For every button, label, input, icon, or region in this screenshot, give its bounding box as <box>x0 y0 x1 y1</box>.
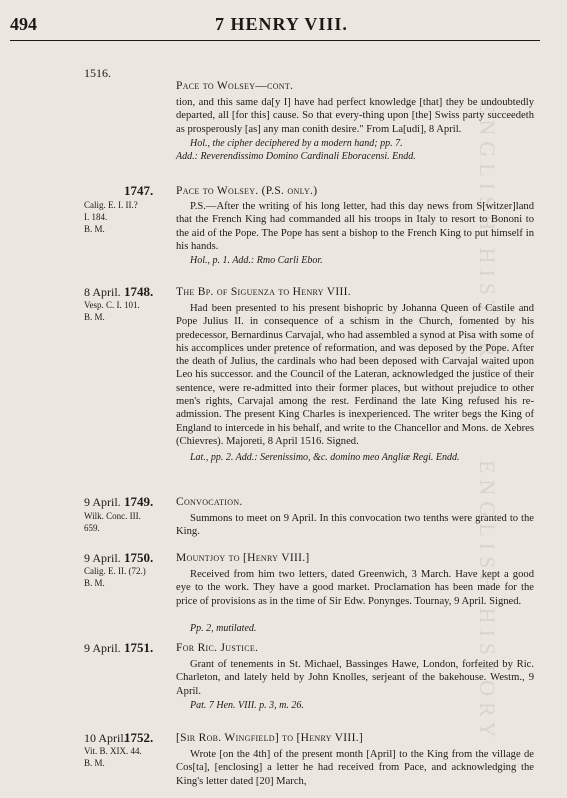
entry-body: Summons to meet on 9 April. In this convocation two tenths were granted to the King. <box>176 513 534 538</box>
entry-note: Hol., p. 1. Add.: Rmo Carli Ebor. <box>190 255 323 266</box>
reference-line: B. M. <box>84 578 105 588</box>
entry-title: For Ric. Justice. <box>176 642 259 654</box>
reference-line: Calig. E. II. (72.) <box>84 566 146 576</box>
entry-number: 1751. <box>124 640 154 655</box>
entry-title: Convocation. <box>176 496 243 508</box>
continuation-note-a: Hol., the cipher deciphered by a modern hand; pp. 7. <box>190 138 403 149</box>
continuation-body: tion, and this same da[y I] have had perfect knowledge [that] they be undoubtedly departed, all [for this] cause. So that every-thing upon [the] Swiss party succeedeth as prosperously [as] any man conith desire." From La[udi], 8 April. <box>176 97 534 135</box>
entry-number: 1747. <box>124 183 154 198</box>
entry-note: Pp. 2, mutilated. <box>190 623 257 634</box>
running-head: 7 HENRY VIII. <box>215 14 348 34</box>
page-number: 494 <box>10 14 37 34</box>
svg-text:ENGLISH HISTORY: ENGLISH HISTORY <box>475 460 500 744</box>
page-header <box>10 14 540 38</box>
reference-line: Vesp. C. I. 101. <box>84 300 140 310</box>
entry-reference <box>84 299 164 323</box>
reference-line: Vit. B. XIX. 44. <box>84 746 142 756</box>
entry-date: 9 April. <box>84 551 121 565</box>
reference-line: 659. <box>84 523 100 533</box>
entry-reference <box>84 745 164 769</box>
entry-body: Had been presented to his present bishopric by Johanna Queen of Castile and Pope Julius II. in consequence of a schism in the Church, fomented by his predecessor, Bernardinus Carvajal, who had assembled a synod at Pisa with some of his accomplices under pretence of reformation, and was deposed by the Pope. After the death of Julius, the cardinals who had been deposed with Carvajal waited upon Leo his successor. and the Council of the Lateran, acknowledged the justice of their sentence, were re-admitted into their former places, but without prejudice to other men's rights, Carvajal among the rest. Ferdinand the late King refused his re-admission. The present King Charles is inexperienced. The writer begs the King of England to intercede in his behalf, and write to the Chancellor and Mons. de Xebres (Chievres). Majoreti, 8 April 1516. Signed. <box>176 303 534 447</box>
continuation-note-b: Add.: Reverendissimo Domino Cardinali Eboracensi. Endd. <box>176 151 416 162</box>
entry-title: Pace to Wolsey. (P.S. only.) <box>176 185 318 197</box>
reference-line: B. M. <box>84 758 105 768</box>
entry-number: 1749. <box>124 494 154 509</box>
entry-title: Mountjoy to [Henry VIII.] <box>176 552 310 564</box>
reference-line: B. M. <box>84 224 105 234</box>
entry-body: P.S.—After the writing of his long letter, had this day news from S[witzer]land that the French King had commanded all his troops in Italy to resort to Bononi to the aid of the Pope. The Pope has sent a bishop to the French King to put himself in his hands. <box>176 201 534 252</box>
entry-note: Pat. 7 Hen. VIII. p. 3, m. 26. <box>190 700 304 711</box>
header-rule <box>10 40 540 41</box>
entry-body: Wrote [on the 4th] of the present month [April] to the King from the village de Cos[ta], [enclosing] a letter he had received from Pace, and acknowledging the King's letter dated [20] March, <box>176 749 534 787</box>
entry-reference <box>84 199 164 235</box>
continuation-title: Pace to Wolsey—cont. <box>176 80 294 92</box>
entry-reference <box>84 565 164 589</box>
reference-line: I. 184. <box>84 212 108 222</box>
entry-date: 10 April. <box>84 731 127 745</box>
entry-title: [Sir Rob. Wingfield] to [Henry VIII.] <box>176 732 363 744</box>
entry-date: 9 April. <box>84 495 121 509</box>
entry-body: Received from him two letters, dated Greenwich, 3 March. Have kept a good eye to the work. They have a good market. Proclamation has been made for the price of provisions as in the time of Sir Edw. Ponynges. Tournay, 9 April. Signed. <box>176 569 534 607</box>
year-label: 1516. <box>84 66 111 80</box>
entry-body: Grant of tenements in St. Michael, Bassinges Hawe, London, forfeited by Ric. Charleton, and lately held by John Knolles, serjeant of the bakehouse. Westm., 9 April. <box>176 659 534 697</box>
reference-line: Wilk. Conc. III. <box>84 511 141 521</box>
entry-date: 8 April. <box>84 285 121 299</box>
entry-number: 1750. <box>124 550 154 565</box>
entry-number: 1748. <box>124 284 154 299</box>
reference-line: Calig. E. I. II.? <box>84 200 138 210</box>
entry-number: 1752. <box>124 730 154 745</box>
entry-title: The Bp. of Siguenza to Henry VIII. <box>176 286 351 298</box>
reference-line: B. M. <box>84 312 105 322</box>
entry-date: 9 April. <box>84 641 121 655</box>
entry-note: Lat., pp. 2. Add.: Serenissimo, &c. domino meo Angliæ Regi. Endd. <box>190 452 460 463</box>
entry-reference <box>84 510 164 534</box>
svg-text:ENGLISH HISTORY: ENGLISH HISTORY <box>475 100 500 384</box>
